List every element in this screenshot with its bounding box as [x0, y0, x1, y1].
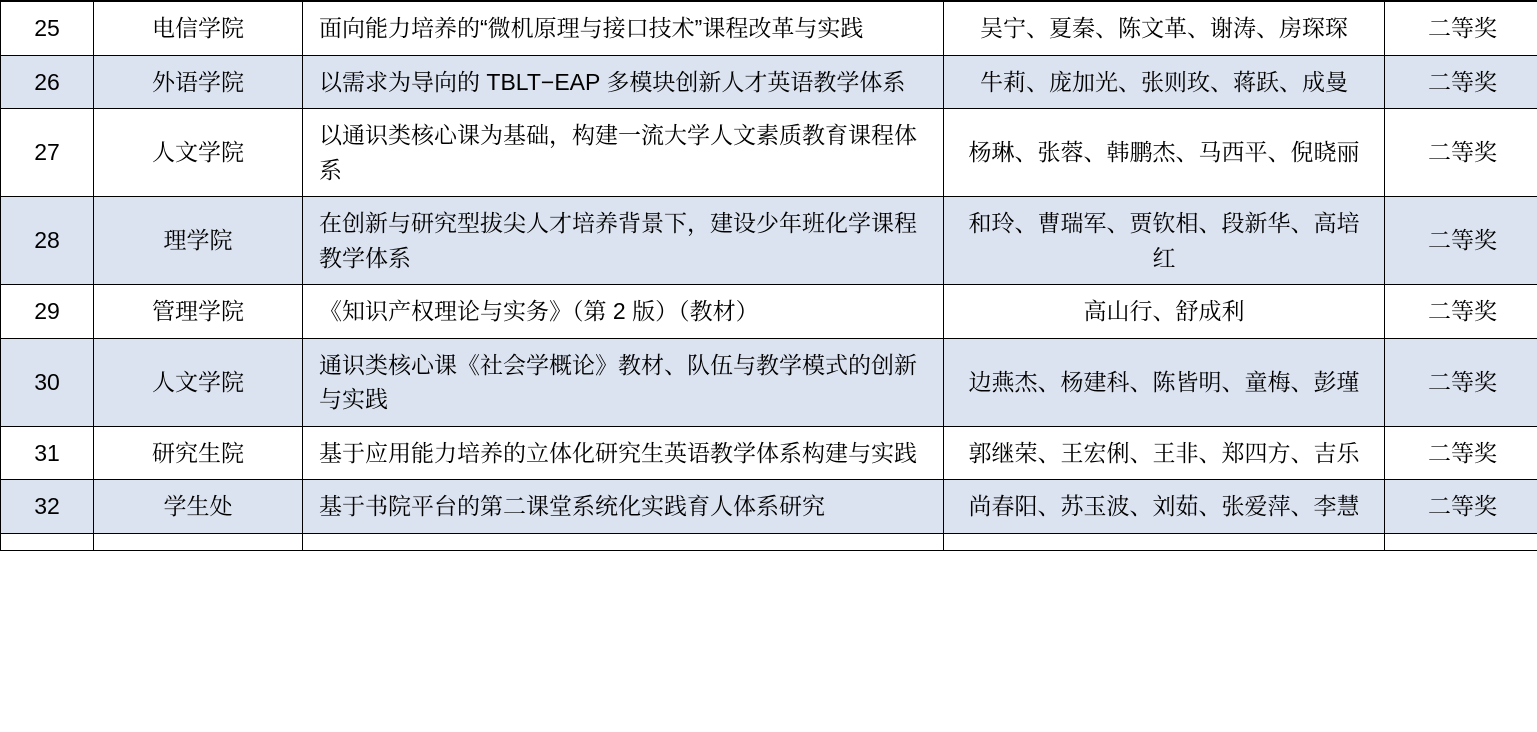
row-index-cell [1, 197, 94, 285]
table-row [1, 55, 1537, 109]
row-award-text: 二等奖 [1428, 298, 1497, 324]
row-people-cell [944, 1, 1385, 55]
row-people-text: 高山行、舒成利 [1083, 298, 1245, 324]
row-award-cell [1385, 1, 1537, 55]
row-people-cell [944, 338, 1385, 426]
row-title-text: 以需求为导向的 TBLT−EAP 多模块创新人才英语教学体系 [319, 68, 906, 95]
table-row [1, 109, 1537, 197]
row-index-cell [1, 55, 94, 109]
row-unit-text: 研究生院 [152, 439, 244, 466]
row-title-cell [303, 109, 944, 197]
table-body [1, 1, 1537, 550]
row-title-text: 通识类核心课《社会学概论》教材、队伍与教学模式的创新与实践 [319, 351, 917, 412]
row-award-cell [1385, 480, 1537, 534]
row-award-cell [1385, 197, 1537, 285]
row-people-text: 郭继荣、王宏俐、王非、郑四方、吉乐 [968, 439, 1360, 466]
row-award-text: 二等奖 [1428, 493, 1497, 519]
row-award-cell [1385, 338, 1537, 426]
row-people-text: 边燕杰、杨建科、陈皆明、童梅、彭瑾 [968, 368, 1360, 395]
row-index-text: 32 [34, 493, 60, 519]
row-title-cell [303, 338, 944, 426]
row-people-cell [944, 480, 1385, 534]
row-title-cell [303, 1, 944, 55]
row-unit-cell [94, 285, 303, 339]
row-index-cell [1, 338, 94, 426]
row-unit-text: 外语学院 [152, 68, 244, 95]
row-award-text: 二等奖 [1428, 227, 1497, 254]
row-award-text: 二等奖 [1428, 139, 1497, 166]
row-title-cell [303, 480, 944, 534]
row-people-cell [944, 55, 1385, 109]
row-award-text: 二等奖 [1428, 439, 1497, 466]
row-unit-cell [94, 197, 303, 285]
row-index-text: 28 [34, 227, 60, 254]
row-people-text: 杨琳、张蓉、韩鹏杰、马西平、倪晓丽 [968, 139, 1360, 166]
row-people-text: 吴宁、夏秦、陈文革、谢涛、房琛琛 [980, 15, 1348, 41]
table-row [1, 480, 1537, 534]
row-award-cell [1385, 533, 1537, 550]
row-award-cell [1385, 285, 1537, 339]
row-unit-cell [94, 426, 303, 480]
row-title-cell [303, 285, 944, 339]
row-people-cell [944, 109, 1385, 197]
row-award-text: 二等奖 [1428, 68, 1497, 95]
row-unit-cell [94, 55, 303, 109]
table-row [1, 338, 1537, 426]
row-title-text: 以通识类核心课为基础，构建一流大学人文素质教育课程体系 [319, 122, 917, 183]
row-title-cell [303, 533, 944, 550]
row-title-text: 基于书院平台的第二课堂系统化实践育人体系研究 [319, 493, 825, 519]
row-people-cell [944, 285, 1385, 339]
table-row [1, 197, 1537, 285]
row-index-cell [1, 480, 94, 534]
table-row [1, 426, 1537, 480]
row-index-text: 25 [34, 15, 60, 41]
row-index-cell [1, 426, 94, 480]
row-award-text: 二等奖 [1428, 15, 1497, 41]
row-award-text: 二等奖 [1428, 368, 1497, 395]
row-unit-text: 人文学院 [152, 139, 244, 166]
row-title-text: 面向能力培养的“微机原理与接口技术”课程改革与实践 [319, 15, 864, 41]
row-index-cell [1, 109, 94, 197]
row-index-text: 26 [34, 68, 60, 95]
row-index-cell [1, 533, 94, 550]
row-people-text: 和玲、曹瑞军、贾钦相、段新华、高培红 [968, 210, 1360, 271]
table-row-partial [1, 533, 1537, 550]
row-unit-text: 电信学院 [152, 15, 244, 41]
row-unit-cell [94, 533, 303, 550]
row-title-text: 《知识产权理论与实务》（第 2 版）（教材） [319, 298, 759, 324]
row-award-cell [1385, 55, 1537, 109]
row-unit-text: 管理学院 [152, 298, 244, 324]
table-row [1, 1, 1537, 55]
row-unit-cell [94, 480, 303, 534]
row-index-text: 30 [34, 368, 60, 395]
row-unit-cell [94, 338, 303, 426]
row-people-text: 牛莉、庞加光、张则玫、蒋跃、成曼 [980, 68, 1348, 95]
row-title-text: 基于应用能力培养的立体化研究生英语教学体系构建与实践 [319, 439, 917, 466]
row-index-cell [1, 1, 94, 55]
row-award-cell [1385, 426, 1537, 480]
row-people-cell [944, 197, 1385, 285]
row-unit-cell [94, 109, 303, 197]
row-index-text: 27 [34, 139, 60, 166]
row-title-cell [303, 426, 944, 480]
row-index-text: 29 [34, 298, 60, 324]
row-unit-cell [94, 1, 303, 55]
row-award-cell [1385, 109, 1537, 197]
row-unit-text: 学生处 [163, 493, 233, 519]
row-title-text: 在创新与研究型拔尖人才培养背景下，建设少年班化学课程教学体系 [319, 210, 917, 271]
row-unit-text: 理学院 [163, 227, 233, 254]
row-title-cell [303, 55, 944, 109]
row-index-text: 31 [34, 439, 60, 466]
row-title-cell [303, 197, 944, 285]
row-index-cell [1, 285, 94, 339]
row-people-cell [944, 533, 1385, 550]
row-people-text: 尚春阳、苏玉波、刘茹、张爱萍、李慧 [968, 493, 1360, 519]
row-unit-text: 人文学院 [152, 368, 244, 395]
table-row [1, 285, 1537, 339]
row-people-cell [944, 426, 1385, 480]
